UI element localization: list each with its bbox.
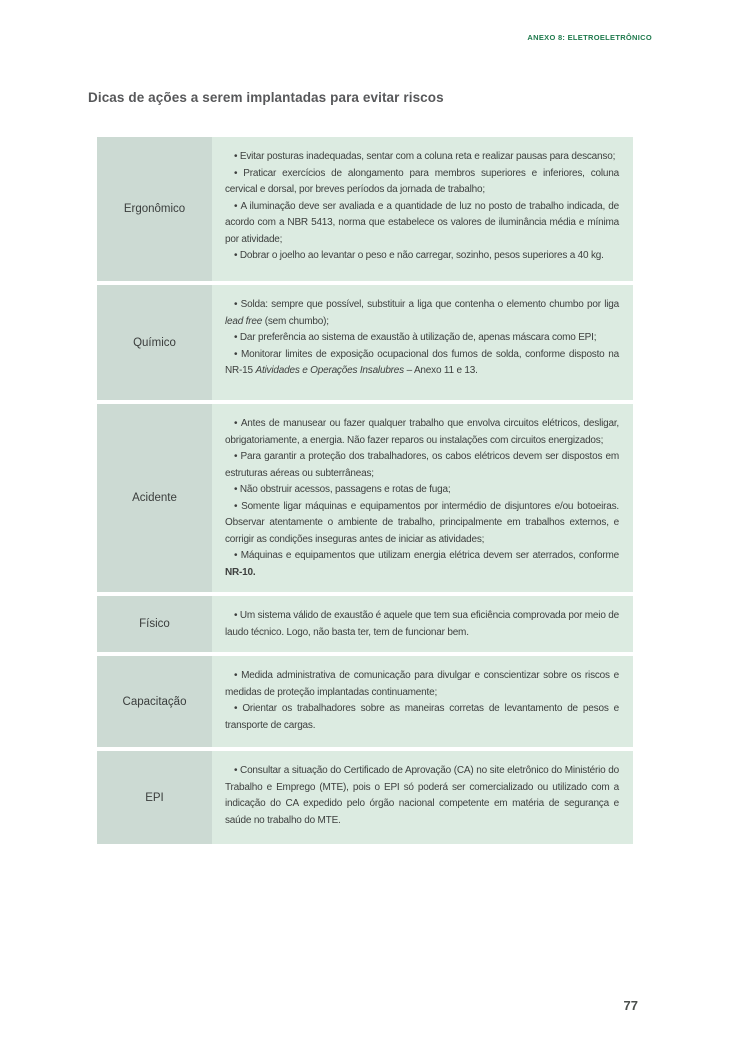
bullet-icon: • [234, 151, 240, 162]
table-row [97, 404, 633, 592]
bullet-item [225, 608, 619, 641]
bullet-item [225, 763, 619, 829]
actions-cell [212, 285, 633, 400]
bullet-item [225, 149, 619, 166]
text-segment: Um sistema válido de exaustão é aquele que tem sua eficiência comprovada por meio de laudo técnico. Logo, não basta ter, tem de funcionar bem. [225, 610, 619, 638]
bullet-icon: • [234, 332, 240, 343]
bullet-item [225, 416, 619, 449]
text-segment: Para garantir a proteção dos trabalhadores, os cabos elétricos devem ser dispostos em estruturas aéreas ou subterrâneas; [225, 451, 619, 479]
actions-cell [212, 404, 633, 592]
bullet-item [225, 701, 619, 734]
bullet-icon: • [234, 299, 241, 310]
table-row [97, 656, 633, 747]
text-segment: Atividades e Operações Insalubres [255, 365, 404, 376]
text-segment: Evitar posturas inadequadas, sentar com a coluna reta e realizar pausas para descanso; [239, 151, 616, 162]
bullet-item [225, 482, 619, 499]
bullet-icon: • [234, 418, 241, 429]
bullet-item [225, 166, 619, 199]
category-cell-epi: EPI [97, 751, 212, 844]
bullet-icon: • [234, 765, 241, 776]
table-row [97, 285, 633, 400]
text-segment: Orientar os trabalhadores sobre as maneiras corretas de levantamento de pesos e transporte de cargas. [225, 703, 619, 731]
text-segment: Medida administrativa de comunicação para divulgar e conscientizar sobre os riscos e medidas de proteção implantadas continuamente; [225, 670, 620, 698]
category-cell-acidente: Acidente [97, 404, 212, 592]
bullet-item [225, 248, 619, 265]
text-segment: Solda: sempre que possível, substituir a liga que contenha o elemento chumbo por liga [240, 299, 619, 310]
page-number: 77 [623, 998, 638, 1013]
text-segment: Monitorar limites de exposição ocupacional dos fumos de solda, conforme disposto na NR-15 [225, 348, 619, 376]
category-cell-quimico: Químico [97, 285, 212, 400]
bullet-item [225, 297, 619, 330]
bullet-item [225, 449, 619, 482]
text-segment: Máquinas e equipamentos que utilizam energia elétrica devem ser aterrados, conforme [240, 550, 619, 561]
text-segment: (sem chumbo); [262, 315, 329, 327]
actions-cell [212, 751, 633, 844]
page-title: Dicas de ações a serem implantadas para evitar riscos [88, 90, 444, 105]
bullet-item [225, 199, 619, 249]
bullet-icon: • [234, 703, 243, 714]
text-segment: Somente ligar máquinas e equipamentos por intermédio de disjuntores e/ou botoeiras. Observar atentamente o ambiente de trabalho, principalmente em trabalhos externos, e corrigir as condições inseguras antes de iniciar as atividades; [225, 500, 619, 545]
table-row [97, 596, 633, 652]
text-segment: Dar preferência ao sistema de exaustão à utilização de, apenas máscara como EPI; [239, 332, 597, 343]
text-segment: Dobrar o joelho ao levantar o peso e não carregar, sozinho, pesos superiores a 40 kg. [239, 250, 604, 261]
table-row [97, 751, 633, 844]
bullet-icon: • [234, 200, 241, 212]
table-row [97, 137, 633, 281]
bullet-icon: • [234, 500, 242, 512]
bullet-icon: • [234, 610, 240, 621]
bullet-item [225, 347, 619, 380]
text-segment: Praticar exercícios de alongamento para membros superiores e inferiores, coluna cervical e dorsal, por breves períodos da jornada de trabalho; [225, 167, 619, 195]
actions-cell [212, 137, 633, 281]
bullet-item [225, 330, 619, 347]
bullet-icon: • [234, 451, 241, 462]
bullet-icon: • [234, 670, 242, 681]
text-segment: A iluminação deve ser avaliada e a quantidade de luz no posto de trabalho indicada, de acordo com a NBR 5413, norma que estabelece os valores de iluminância média e mínima por atividade; [225, 200, 619, 245]
category-cell-ergonomico: Ergonômico [97, 137, 212, 281]
actions-cell [212, 596, 633, 652]
bullet-item [225, 668, 619, 701]
text-segment: Antes de manusear ou fazer qualquer trabalho que envolva circuitos elétricos, desligar, obrigatoriamente, a energia. Não fazer reparos ou instalações com circuitos energizados; [225, 418, 619, 446]
actions-cell [212, 656, 633, 747]
text-segment: – Anexo 11 e 13. [403, 365, 478, 376]
bullet-item [225, 499, 619, 549]
category-cell-capacitacao: Capacitação [97, 656, 212, 747]
bullet-icon: • [234, 167, 244, 179]
bullet-icon: • [234, 250, 240, 261]
risk-actions-table [97, 137, 633, 844]
annex-header-label: ANEXO 8: ELETROELETRÔNICO [527, 33, 652, 42]
bullet-icon: • [234, 348, 242, 360]
text-segment: Não obstruir acessos, passagens e rotas de fuga; [239, 484, 451, 495]
text-segment: lead free [225, 315, 263, 327]
bullet-item [225, 548, 619, 581]
bullet-icon: • [234, 484, 240, 495]
category-cell-fisico: Físico [97, 596, 212, 652]
bullet-icon: • [234, 550, 241, 561]
text-segment: Consultar a situação do Certificado de Aprovação (CA) no site eletrônico do Ministério do Trabalho e Emprego (MTE), pois o EPI só poderá ser comercializado ou utilizado com a indicação do CA expedido pelo órgão nacional competente em matéria de segurança e saúde no trabalho do MTE. [225, 765, 619, 826]
text-segment: NR-10. [225, 566, 256, 578]
